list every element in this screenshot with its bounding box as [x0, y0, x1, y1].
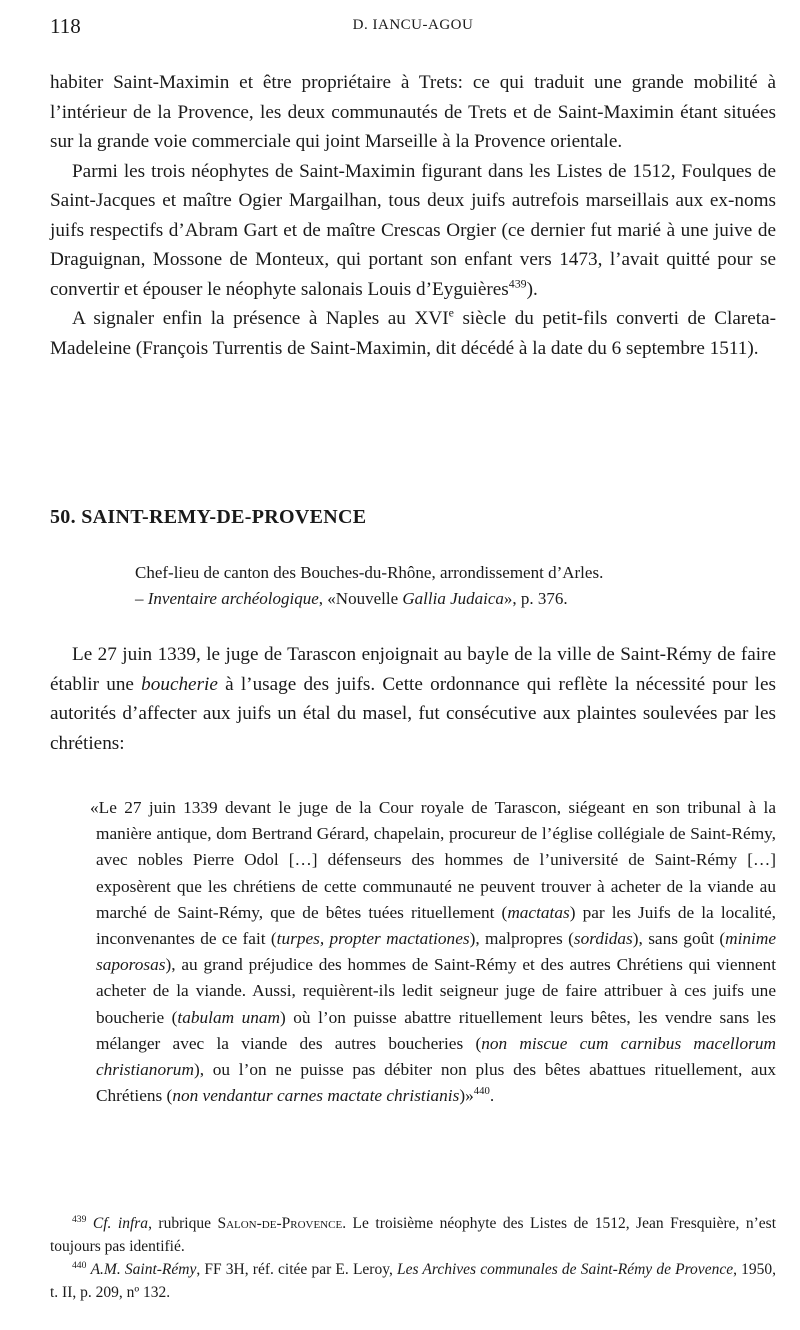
- footnotes: [50, 1212, 776, 1304]
- footnote-ref-440[interactable]: 440: [473, 1085, 490, 1098]
- footnote-439: $^{439}$ Cf. infra, rubrique Salon-de-Provence. Le troisième néophyte des Listes de 1512, Jean Fresquière, n’est toujours pas identifié.: [50, 1213, 777, 1255]
- section-note: [135, 560, 770, 612]
- page-number: 118: [50, 14, 81, 38]
- footnote-ref-439[interactable]: 439: [508, 276, 527, 291]
- section-text: [50, 640, 776, 758]
- footnote-440: $^{440}$ A.M. Saint-Rémy, FF 3H, réf. citée par E. Leroy, Les Archives communales de Saint-Rémy de Provence, 1950, t. II, p. 209, nº 132.: [50, 1259, 777, 1301]
- paragraph-1: habiter Saint-Maximin et être propriétaire à Trets: ce qui traduit une grande mobilité à l’intérieur de la Provence, les deux communautés de Trets et de Saint-Maximin étant situées sur la grande voie commerciale qui joint Marseille à la Provence orientale.: [50, 72, 776, 152]
- running-head: D. IANCU-AGOU: [352, 17, 474, 33]
- section-heading: 50. SAINT-REMY-DE-PROVENCE: [50, 506, 367, 528]
- quote-text: «Le 27 juin 1339 devant le juge de la Cour royale de Tarascon, siégeant en son tribunal à la manière antique, dom Bertrand Gérard, chapelain, procureur de l’église collégiale de Saint-Rémy, avec nobles Pierre Odol […] défenseurs des hommes de l’université de Saint-Rémy […] exposèrent que les chrétiens de cette communauté ne peuvent trouver à acheter de la viande au marché de Saint-Rémy, que de bêtes tuées rituellement (mactatas) par les Juifs de la localité, inconvenantes de ce fait (turpes, propter mactationes), malpropres (sordidas), sans goût (minime saporosas), au grand préjudice des hommes de Saint-Rémy et des autres Chrétiens qui viennent acheter de la viande. Aussi, requièrent-ils ledit seigneur juge de faire attribuer à ces juifs une boucherie (tabulam unam) où l’on puisse abattre rituellement leurs bêtes, les vendre sans les mélanger avec la viande des autres boucheries (non miscue cum carnibus macellorum christianorum), ou l’on ne puisse pas débiter non plus des bêtes abattues rituellement, aux Chrétiens (non vendantur carnes mactate christianis)»$^{440}$.: [90, 798, 776, 1106]
- page-header: [50, 14, 776, 46]
- opening-text: [50, 68, 776, 363]
- section-note-line-2: – Inventaire archéologique, «Nouvelle Gallia Judaica», p. 376.: [135, 589, 568, 608]
- section-note-line-1: Chef-lieu de canton des Bouches-du-Rhône, arrondissement d’Arles.: [135, 563, 604, 582]
- paragraph-2: Parmi les trois néophytes de Saint-Maximin figurant dans les Listes de 1512, Foulques de Saint-Jacques et maître Ogier Margailhan, tous deux juifs autrefois marseillais aux ex-noms juifs respectifs d’Abram Gart et de maître Crescas Orgier (ce dernier fut marié à une juive de Draguignan, Mossone de Monteux, qui portant son enfant vers 1473, l’avait quitté pour se convertir et épouser le néophyte salonais Louis d’Eyguières$^{439}$).: [50, 160, 776, 300]
- block-quote: [90, 795, 776, 1109]
- paragraph-3: A signaler enfin la présence à Naples au XVIe siècle du petit-fils converti de Clareta-Madeleine (François Turrentis de Saint-Maximin, dit décédé à la date du 6 septembre 1511).: [50, 305, 777, 359]
- paragraph-4: Le 27 juin 1339, le juge de Tarascon enjoignait au bayle de la ville de Saint-Rémy de faire établir une boucherie à l’usage des juifs. Cette ordonnance qui reflète la nécessité pour les autorités d’affecter aux juifs un étal du masel, fut consécutive aux plaintes soulevées par les chrétiens:: [50, 644, 777, 754]
